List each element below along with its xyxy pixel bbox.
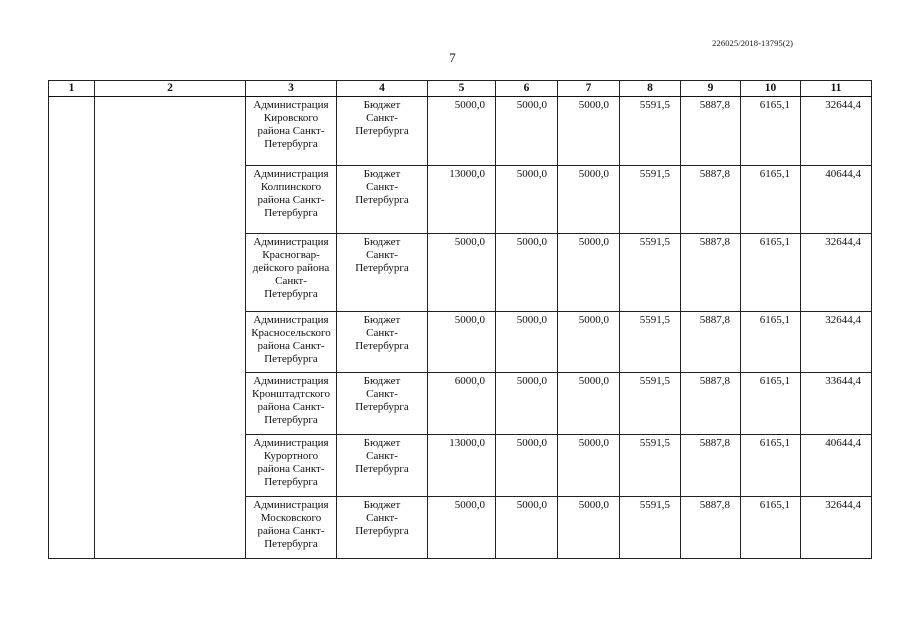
administration-name-line: Кировского [263, 112, 319, 124]
amount-cell: 6000,0 [428, 373, 496, 435]
administration-name-cell [246, 435, 337, 497]
administration-name-line: Администрация [253, 375, 329, 387]
funding-source-line: Бюджет [363, 168, 401, 180]
administration-name-line: Администрация [253, 437, 329, 449]
funding-source-line: Бюджет [363, 375, 401, 387]
amount-cell: 5000,0 [558, 435, 620, 497]
administration-name-line: Петербурга [264, 353, 318, 365]
funding-source-cell [337, 497, 428, 559]
administration-name-line: Администрация [253, 314, 329, 326]
empty-cell-col2 [95, 97, 246, 559]
amount-cell: 32644,4 [801, 312, 872, 373]
amount-cell: 5887,8 [681, 373, 741, 435]
funding-source-line: Петербурга [355, 463, 409, 475]
amount-cell: 32644,4 [801, 497, 872, 559]
column-header: 2 [95, 81, 246, 97]
administration-name-line: Администрация [253, 236, 329, 248]
amount-cell: 33644,4 [801, 373, 872, 435]
funding-source-line: Санкт- [366, 249, 398, 261]
amount-cell: 5887,8 [681, 166, 741, 234]
amount-cell: 5000,0 [496, 497, 558, 559]
amount-cell: 5000,0 [496, 234, 558, 312]
amount-cell: 5000,0 [496, 166, 558, 234]
funding-source-cell [337, 373, 428, 435]
amount-cell: 5591,5 [620, 435, 681, 497]
amount-cell: 13000,0 [428, 166, 496, 234]
amount-cell: 5000,0 [428, 497, 496, 559]
amount-cell: 5591,5 [620, 234, 681, 312]
administration-name-line: Красногвар- [262, 249, 320, 261]
administration-name-line: района Санкт- [257, 340, 325, 352]
funding-source-line: Бюджет [363, 236, 401, 248]
funding-source-line: Санкт- [366, 327, 398, 339]
amount-cell: 6165,1 [741, 435, 801, 497]
amount-cell: 6165,1 [741, 497, 801, 559]
administration-name-line: Петербурга [264, 476, 318, 488]
amount-cell: 5000,0 [496, 312, 558, 373]
amount-cell: 6165,1 [741, 166, 801, 234]
funding-source-line: Бюджет [363, 99, 401, 111]
funding-source-line: Петербурга [355, 125, 409, 137]
funding-source-line: Бюджет [363, 499, 401, 511]
funding-source-line: Санкт- [366, 388, 398, 400]
administration-name-line: Администрация [253, 99, 329, 111]
administration-name-line: района Санкт- [257, 401, 325, 413]
administration-name-line: района Санкт- [257, 194, 325, 206]
administration-name-line: Санкт- [275, 275, 307, 287]
administration-name-line: Администрация [253, 168, 329, 180]
administration-name-line: Петербурга [264, 538, 318, 550]
column-header: 3 [246, 81, 337, 97]
amount-cell: 5887,8 [681, 435, 741, 497]
amount-cell: 40644,4 [801, 166, 872, 234]
administration-name-line: Администрация [253, 499, 329, 511]
funding-source-line: Петербурга [355, 340, 409, 352]
table-row [49, 97, 872, 166]
administration-name-cell [246, 373, 337, 435]
administration-name-line: Петербурга [264, 207, 318, 219]
funding-source-line: Санкт- [366, 512, 398, 524]
amount-cell: 5887,8 [681, 312, 741, 373]
column-header: 8 [620, 81, 681, 97]
administration-name-line: района Санкт- [257, 463, 325, 475]
funding-source-cell [337, 166, 428, 234]
table-header-row [49, 81, 872, 97]
column-header: 1 [49, 81, 95, 97]
amount-cell: 5591,5 [620, 312, 681, 373]
amount-cell: 5000,0 [558, 312, 620, 373]
administration-name-line: района Санкт- [257, 525, 325, 537]
administration-name-cell [246, 97, 337, 166]
amount-cell: 5000,0 [558, 497, 620, 559]
column-header: 4 [337, 81, 428, 97]
amount-cell: 5887,8 [681, 497, 741, 559]
column-header: 7 [558, 81, 620, 97]
amount-cell: 5887,8 [681, 97, 741, 166]
administration-name-line: Колпинского [260, 181, 322, 193]
funding-source-line: Петербурга [355, 194, 409, 206]
administration-name-cell [246, 312, 337, 373]
budget-table [48, 80, 872, 559]
page-number: 7 [449, 50, 456, 65]
column-header: 10 [741, 81, 801, 97]
funding-source-line: Петербурга [355, 525, 409, 537]
amount-cell: 32644,4 [801, 234, 872, 312]
funding-source-line: Санкт- [366, 112, 398, 124]
amount-cell: 6165,1 [741, 312, 801, 373]
amount-cell: 5887,8 [681, 234, 741, 312]
column-header: 9 [681, 81, 741, 97]
amount-cell: 32644,4 [801, 97, 872, 166]
administration-name-cell [246, 166, 337, 234]
amount-cell: 5000,0 [558, 97, 620, 166]
amount-cell: 5000,0 [558, 234, 620, 312]
administration-name-line: Петербурга [264, 288, 318, 300]
column-header: 6 [496, 81, 558, 97]
administration-name-line: дейского района [252, 262, 330, 274]
amount-cell: 5000,0 [428, 97, 496, 166]
administration-name-line: Красносельского [251, 327, 331, 339]
amount-cell: 5000,0 [428, 234, 496, 312]
amount-cell: 5591,5 [620, 166, 681, 234]
amount-cell: 5000,0 [496, 373, 558, 435]
amount-cell: 5000,0 [428, 312, 496, 373]
funding-source-line: Бюджет [363, 314, 401, 326]
table-body [49, 97, 872, 559]
administration-name-line: Кронштадтского [252, 388, 330, 400]
column-header: 11 [801, 81, 872, 97]
amount-cell: 40644,4 [801, 435, 872, 497]
amount-cell: 5591,5 [620, 497, 681, 559]
amount-cell: 6165,1 [741, 97, 801, 166]
amount-cell: 5591,5 [620, 373, 681, 435]
amount-cell: 5591,5 [620, 97, 681, 166]
administration-name-line: Курортного [263, 450, 319, 462]
column-header: 5 [428, 81, 496, 97]
funding-source-line: Санкт- [366, 450, 398, 462]
empty-cell-col1 [49, 97, 95, 559]
administration-name-line: Московского [260, 512, 322, 524]
administration-name-line: Петербурга [264, 138, 318, 150]
funding-source-cell [337, 435, 428, 497]
funding-source-line: Санкт- [366, 181, 398, 193]
amount-cell: 5000,0 [496, 435, 558, 497]
funding-source-line: Петербурга [355, 401, 409, 413]
amount-cell: 5000,0 [496, 97, 558, 166]
amount-cell: 5000,0 [558, 166, 620, 234]
amount-cell: 5000,0 [558, 373, 620, 435]
funding-source-cell [337, 234, 428, 312]
administration-name-line: района Санкт- [257, 125, 325, 137]
funding-source-cell [337, 312, 428, 373]
administration-name-line: Петербурга [264, 414, 318, 426]
funding-source-line: Бюджет [363, 437, 401, 449]
document-reference-number: 226025/2018-13795(2) [712, 38, 793, 48]
amount-cell: 13000,0 [428, 435, 496, 497]
amount-cell: 6165,1 [741, 373, 801, 435]
funding-source-line: Петербурга [355, 262, 409, 274]
administration-name-cell [246, 234, 337, 312]
funding-source-cell [337, 97, 428, 166]
administration-name-cell [246, 497, 337, 559]
amount-cell: 6165,1 [741, 234, 801, 312]
